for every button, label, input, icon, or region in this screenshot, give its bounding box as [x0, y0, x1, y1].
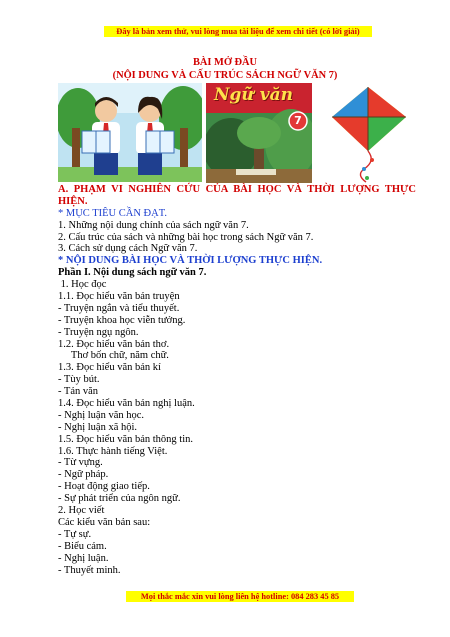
list-item: - Biểu cảm.: [58, 540, 107, 552]
list-item: - Hoạt động giao tiếp.: [58, 481, 150, 493]
part1-heading: Phần I. Nội dung sách ngữ văn 7.: [58, 267, 207, 279]
section-a-heading: A. PHẠM VI NGHIÊN CỨU CỦA BÀI HỌC VÀ THỜI LƯỢNG THỰC: [58, 184, 416, 195]
book-cover-title: Ngữ văn: [214, 85, 293, 105]
list-item: - Tự sự.: [58, 528, 92, 540]
list-item: 1.1. Đọc hiểu văn bản truyện: [58, 291, 180, 303]
list-item: - Ngữ pháp.: [58, 469, 109, 481]
goals-heading: * MỤC TIÊU CẦN ĐẠT.: [58, 207, 167, 219]
list-item: - Truyện khoa học viễn tưởng.: [58, 314, 186, 326]
list-item: - Truyện ngụ ngôn.: [58, 326, 139, 338]
ngu-van-7-book-cover: [206, 83, 312, 183]
document-body: [58, 184, 416, 576]
goal-item: 1. Những nội dung chính của sách ngữ văn 7.: [58, 219, 249, 231]
lesson-subtitle: (NỘI DUNG VÀ CẤU TRÚC SÁCH NGỮ VĂN 7): [112, 70, 338, 81]
list-item: 1.2. Đọc hiểu văn bản thơ.: [58, 338, 170, 350]
book-cover-grade: 7: [294, 114, 302, 127]
list-item: Các kiểu văn bản sau:: [58, 516, 151, 528]
list-item: 1.5. Đọc hiểu văn bản thông tin.: [58, 433, 194, 445]
list-item: - Tùy bút.: [58, 374, 100, 386]
list-item: - Truyện ngắn và tiểu thuyết.: [58, 302, 180, 314]
list-item: Thơ bốn chữ, năm chữ.: [58, 350, 169, 362]
list-item: - Nghị luận văn học.: [58, 409, 145, 421]
students-reading-image: [58, 83, 202, 182]
kite-image: [320, 83, 418, 183]
content-heading: * NỘI DUNG BÀI HỌC VÀ THỜI LƯỢNG THỰC HIỆN.: [58, 255, 323, 267]
header-illustrations: [58, 83, 418, 183]
section-a-heading-cont: HIỆN.: [58, 195, 88, 207]
goal-item: 3. Cách sử dụng cách Ngữ văn 7.: [58, 243, 198, 255]
list-item: - Nghị luận.: [58, 552, 109, 564]
list-item: - Nghị luận xã hội.: [58, 421, 138, 433]
list-item: 1. Học đọc: [58, 279, 107, 291]
goal-item: 2. Cấu trúc của sách và những bài học trong sách Ngữ văn 7.: [58, 231, 314, 243]
list-item: 1.6. Thực hành tiếng Việt.: [58, 445, 168, 457]
preview-notice-banner: Đây là bản xem thử, vui lòng mua tài liệu để xem chi tiết (có lời giải): [104, 26, 372, 37]
list-item: 1.3. Đọc hiểu văn bản kí: [58, 362, 161, 374]
list-item: - Sự phát triển của ngôn ngữ.: [58, 493, 181, 505]
list-item: 1.4. Đọc hiểu văn bản nghị luận.: [58, 398, 195, 410]
list-item: - Từ vựng.: [58, 457, 103, 469]
list-item: 2. Học viết: [58, 505, 105, 517]
hotline-notice-banner: Mọi thắc mắc xin vui lòng liên hệ hotline: 084 283 45 85: [126, 591, 354, 602]
lesson-title: BÀI MỞ ĐẦU: [192, 57, 258, 68]
list-item: - Thuyết minh.: [58, 564, 121, 576]
list-item: - Tản văn: [58, 386, 99, 398]
